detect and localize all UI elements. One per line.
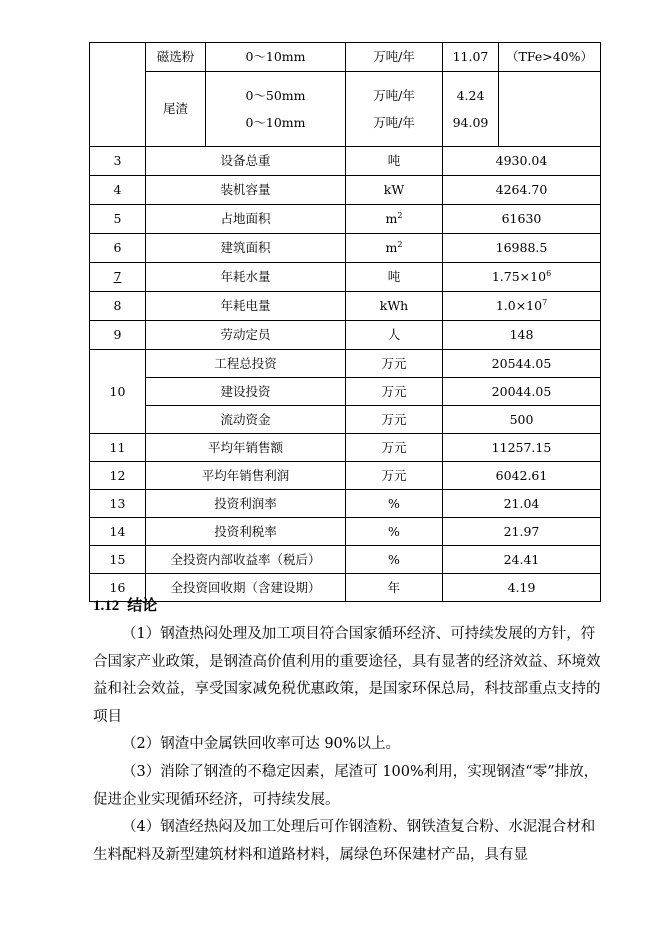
unit-cell: kW [346,176,443,205]
value-cell: 500 [443,406,601,434]
value-cell: 21.97 [443,518,601,546]
no-cell: 4 [90,176,146,205]
unit-cell: % [346,546,443,574]
note-cell: （TFe>40%） [499,43,601,72]
no-cell: 8 [90,292,146,321]
value-cell: 6042.61 [443,462,601,490]
value-cell: 4.24 94.09 [443,72,499,147]
unit-cell: % [346,518,443,546]
table-row [90,574,601,602]
section-heading [93,594,157,615]
note-cell [499,72,601,147]
table-row [90,321,601,350]
value-cell: $1.0\times 10^7$ [443,292,601,321]
no-cell: 6 [90,234,146,263]
value-cell: 21.04 [443,490,601,518]
item-cell: 年耗水量 [146,263,346,292]
value-cell: 148 [443,321,601,350]
item-cell: 设备总重 [146,147,346,176]
paragraph: （4）钢渣经热闷及加工处理后可作钢渣粉、钢铁渣复合粉、水泥混合材和生料配料及新型建筑材料和道路材料，属绿色环保建材产品，具有显 [93,819,596,863]
item-cell: 平均年销售额 [146,434,346,462]
unit-cell: 万吨/年 万吨/年 [346,72,443,147]
spec-cell: 0～10mm [206,43,346,72]
no-cell: 7 [90,263,146,292]
table-row [90,434,601,462]
item-cell: 年耗电量 [146,292,346,321]
table-row [90,263,601,292]
table-row [90,350,601,378]
table-row [90,490,601,518]
unit-cell: % [346,490,443,518]
item-cell: 占地面积 [146,205,346,234]
section-number: 1.12 [93,598,120,614]
paragraph: （3）消除了钢渣的不稳定因素，尾渣可 100%利用，实现钢渣“零”排放，促进企业实现循环经济，可持续发展。 [93,764,599,808]
value-cell: 4264.70 [443,176,601,205]
table-row [90,205,601,234]
no-cell: 14 [90,518,146,546]
paragraph: （2）钢渣中金属铁回收率可达 90%以上。 [122,736,401,752]
table-row [90,72,601,147]
no-cell: 13 [90,490,146,518]
spec-cell: 0～50mm 0～10mm [206,72,346,147]
unit-cell: 年 [346,574,443,602]
unit-cell: 万元 [346,462,443,490]
table-row [90,546,601,574]
no-cell: 16 [90,574,146,602]
section-title: 结论 [127,596,158,614]
no-cell: 15 [90,546,146,574]
table-row [90,518,601,546]
no-cell: 11 [90,434,146,462]
no-cell: 12 [90,462,146,490]
item-cell: 建筑面积 [146,234,346,263]
value-cell: 20044.05 [443,378,601,406]
unit-cell: 万元 [346,434,443,462]
unit-cell: 吨 [346,147,443,176]
project-indicators-table [89,42,601,602]
value-cell: 11257.15 [443,434,601,462]
item-cell: 投资利税率 [146,518,346,546]
no-cell: 10 [90,350,146,434]
item-cell: 投资利润率 [146,490,346,518]
value-cell: $1.75\times 10^6$ [443,263,601,292]
table-row [90,406,601,434]
no-cell: 9 [90,321,146,350]
value-cell: 61630 [443,205,601,234]
table-row [90,378,601,406]
item-cell: 磁选粉 [146,43,206,72]
value-cell: 11.07 [443,43,499,72]
table-row [90,147,601,176]
item-cell: 流动资金 [146,406,346,434]
item-cell: 全投资回收期（含建设期） [146,574,346,602]
value-cell: 4.19 [443,574,601,602]
table-row [90,176,601,205]
unit-cell: kWh [346,292,443,321]
no-cell: 3 [90,147,146,176]
item-cell: 尾渣 [146,72,206,147]
item-cell: 劳动定员 [146,321,346,350]
unit-cell: $m^2$ [346,205,443,234]
table-row [90,234,601,263]
value-cell: 16988.5 [443,234,601,263]
unit-cell: 万吨/年 [346,43,443,72]
item-cell: 建设投资 [146,378,346,406]
table-row [90,43,601,72]
unit-cell: 万元 [346,378,443,406]
unit-cell: 吨 [346,263,443,292]
item-cell: 装机容量 [146,176,346,205]
unit-cell: 人 [346,321,443,350]
value-cell: 4930.04 [443,147,601,176]
table-row [90,292,601,321]
item-cell: 工程总投资 [146,350,346,378]
no-cell [90,43,146,147]
item-cell: 全投资内部收益率（税后） [146,546,346,574]
table-row [90,462,601,490]
unit-cell: 万元 [346,350,443,378]
unit-cell: $m^2$ [346,234,443,263]
paragraph: （1）钢渣热闷处理及加工项目符合国家循环经济、可持续发展的方针，符合国家产业政策，是钢渣高价值利用的重要途径，具有显著的经济效益、环境效益和社会效益，享受国家减免税优惠政策，是国家环保总局，科技部重点支持的项目 [93,626,601,725]
value-cell: 20544.05 [443,350,601,378]
item-cell: 平均年销售利润 [146,462,346,490]
no-cell: 5 [90,205,146,234]
unit-cell: 万元 [346,406,443,434]
value-cell: 24.41 [443,546,601,574]
